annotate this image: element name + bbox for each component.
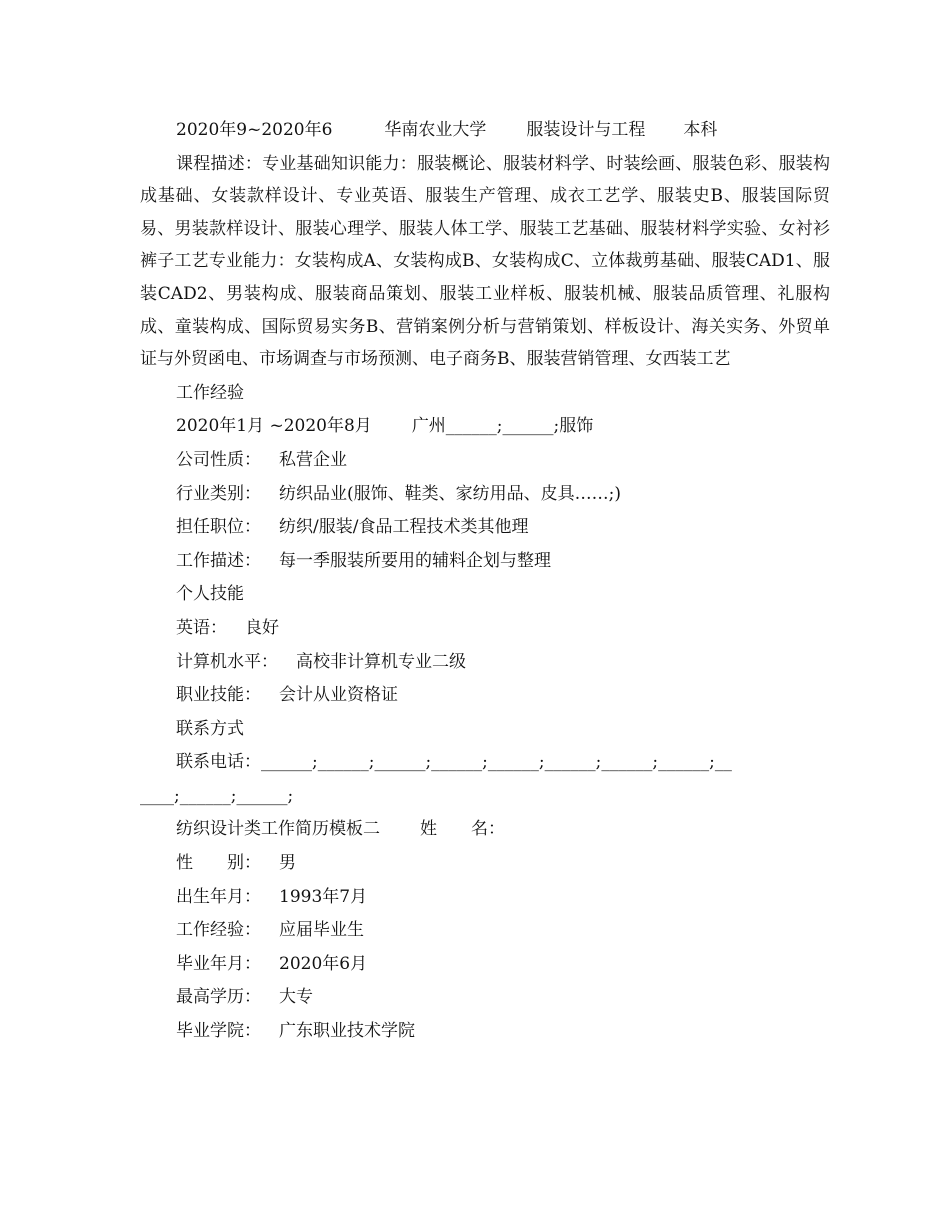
template2-title: 纺织设计类工作简历模板二 xyxy=(176,819,380,840)
grad-row xyxy=(140,948,830,982)
grad-value: 2020年6月 xyxy=(279,953,368,974)
experience-row xyxy=(140,914,830,948)
edu-label: 最高学历： xyxy=(176,987,261,1008)
template2-title-row xyxy=(140,813,830,847)
english-row xyxy=(140,612,830,646)
college-value: 广东职业技术学院 xyxy=(279,1021,415,1042)
work-description-value: 每一季服装所要用的辅料企划与整理 xyxy=(279,550,551,571)
education-row xyxy=(140,114,830,148)
birth-value: 1993年7月 xyxy=(279,886,368,907)
industry-row xyxy=(140,478,830,512)
grad-label: 毕业年月： xyxy=(176,953,261,974)
education-major: 服装设计与工程 xyxy=(526,120,646,140)
work-period: 2020年1月 ~2020年8月 xyxy=(176,416,372,437)
professional-value: 会计从业资格证 xyxy=(279,685,398,706)
work-heading: 工作经验 xyxy=(176,382,244,403)
education-period: 2020年9~2020年6 xyxy=(176,120,333,140)
edu-row xyxy=(140,981,830,1015)
work-location: 广州______;______;服饰 xyxy=(411,416,594,437)
industry-label: 行业类别： xyxy=(176,483,261,504)
professional-label: 职业技能： xyxy=(176,685,261,706)
gender-row xyxy=(140,847,830,881)
work-period-row xyxy=(140,410,830,444)
computer-label: 计算机水平： xyxy=(176,651,278,672)
skills-heading: 个人技能 xyxy=(176,584,244,605)
company-type-value: 私营企业 xyxy=(279,449,347,470)
resume-content xyxy=(140,114,830,1049)
name-label: 姓 名： xyxy=(420,819,505,840)
birth-row xyxy=(140,881,830,915)
experience-label: 工作经验： xyxy=(176,920,261,941)
computer-row xyxy=(140,646,830,680)
contact-heading: 联系方式 xyxy=(176,718,244,739)
position-value: 纺织/服装/食品工程技术类其他理 xyxy=(279,517,529,538)
position-label: 担任职位： xyxy=(176,517,261,538)
gender-value: 男 xyxy=(279,853,296,874)
education-degree: 本科 xyxy=(683,120,718,140)
professional-row xyxy=(140,679,830,713)
education-school: 华南农业大学 xyxy=(384,120,487,140)
college-label: 毕业学院： xyxy=(176,1021,261,1042)
phone-line-1: 联系电话：______;______;______;______;______;______;______;______;__ xyxy=(176,752,732,773)
course-description: 课程描述：专业基础知识能力：服装概论、服装材料学、时装绘画、服装色彩、服装构成基础、女装款样设计、专业英语、服装生产管理、成衣工艺学、服装史B、服装国际贸易、男装款样设计、服装心理学、服装人体工学、服装工艺基础、服装材料学实验、女衬衫裤子工艺专业能力：女装构成A、女装构成B、女装构成C、立体裁剪基础、服装CAD1、服装CAD2、男装构成、服装商品策划、服装工业样板、服装机械、服装品质管理、礼服构成、童装构成、国际贸易实务B、营销案例分析与营销策划、样板设计、海关实务、外贸单证与外贸函电、市场调查与市场预测、电子商务B、服装营销管理、女西装工艺 xyxy=(140,153,830,370)
birth-label: 出生年月： xyxy=(176,886,261,907)
computer-value: 高校非计算机专业二级 xyxy=(296,651,466,672)
phone-line-2: ____;______;______; xyxy=(140,785,294,806)
college-row xyxy=(140,1015,830,1049)
company-type-row xyxy=(140,444,830,478)
work-description-label: 工作描述： xyxy=(176,550,261,571)
position-row xyxy=(140,511,830,545)
industry-value: 纺织品业(服饰、鞋类、家纺用品、皮具……;) xyxy=(279,483,621,504)
experience-value: 应届毕业生 xyxy=(279,920,364,941)
work-description-row xyxy=(140,545,830,579)
gender-label: 性 别： xyxy=(176,853,261,874)
company-type-label: 公司性质： xyxy=(176,449,261,470)
edu-value: 大专 xyxy=(279,987,313,1008)
english-label: 英语： xyxy=(176,617,227,638)
english-value: 良好 xyxy=(245,617,279,638)
